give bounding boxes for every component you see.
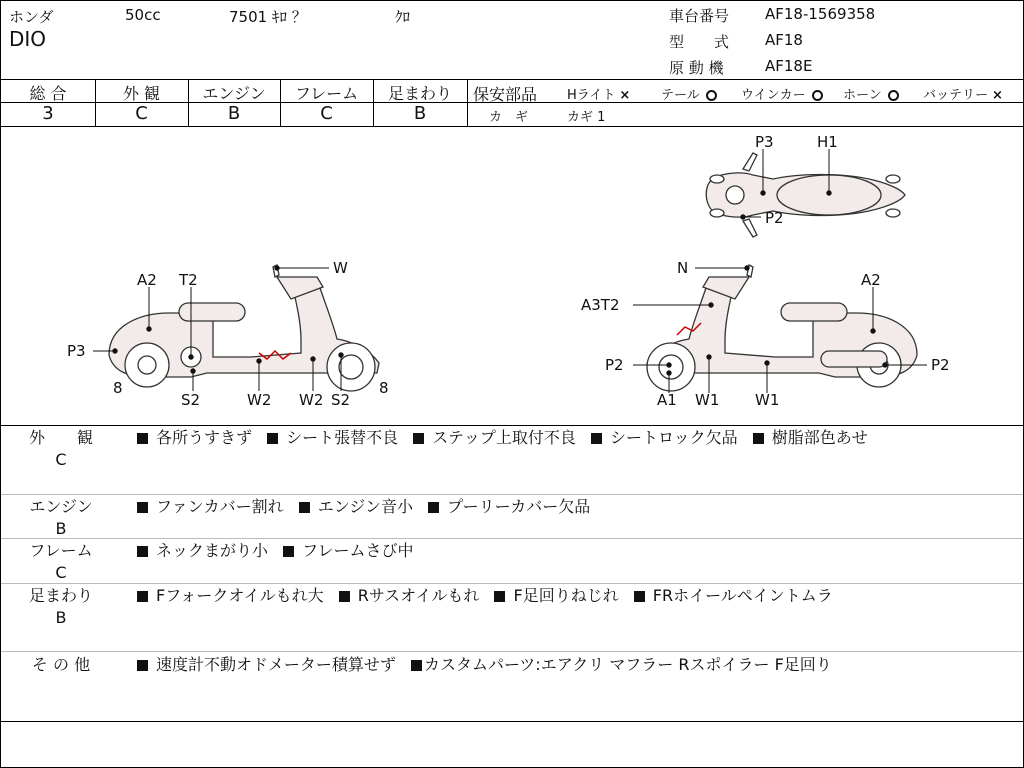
ok-mark-icon [812, 90, 823, 101]
bullet-icon [137, 433, 148, 444]
diagram-label: P2 [605, 356, 624, 374]
defect-item: ステップ上取付不良 [413, 428, 576, 447]
type-label: 型 式 [669, 33, 730, 51]
bullet-icon [591, 433, 602, 444]
diagram-label: 8 [379, 379, 389, 397]
defect-item: 樹脂部色あせ [753, 428, 868, 447]
diagram-label: W1 [695, 391, 720, 409]
bullet-icon [494, 591, 505, 602]
divider [1, 538, 1023, 539]
divider [1, 651, 1023, 652]
divider [1, 425, 1023, 426]
diagram-label: P2 [765, 209, 784, 227]
safety-item-tail: テール [661, 84, 717, 103]
key-value: カギ 1 [567, 110, 606, 125]
bullet-icon [299, 502, 310, 513]
grade-header-frame: フレーム [294, 84, 359, 103]
bullet-icon [411, 660, 422, 671]
grade-value-exterior: C [135, 103, 148, 124]
defect-item: カスタムパーツ:エアクリ マフラー Rスポイラー F足回り [411, 655, 832, 674]
safety-item-horn: ホーン [843, 84, 899, 103]
section-exterior [1, 427, 1023, 493]
divider [1, 79, 1023, 80]
displacement: 50cc [125, 6, 161, 24]
grade-value-frame: C [320, 103, 333, 124]
top-scooter-icon [706, 153, 905, 237]
diagram-label: N [677, 259, 689, 277]
section-label: フレーム [29, 541, 93, 560]
defect-item: プーリーカバー欠品 [428, 497, 590, 516]
diagram-label: A3T2 [581, 296, 620, 314]
grade-value-suspension: B [413, 103, 427, 124]
grade-header-overall: 総 合 [29, 84, 67, 103]
section-label: エンジン [29, 497, 93, 516]
defect-item: エンジン音小 [299, 497, 413, 516]
bullet-icon [339, 591, 350, 602]
divider [1, 494, 1023, 495]
section-engine [1, 496, 1023, 538]
diagram-label: H1 [817, 133, 838, 151]
defect-item: FRホイールペイントムラ [634, 586, 833, 605]
diagram-label: P3 [67, 342, 86, 360]
safety-item-battery: バッテリー × [923, 88, 1003, 103]
diagram-label: A2 [861, 271, 881, 289]
diagram-label: P2 [931, 356, 950, 374]
engine-type-label: 原 動 機 [669, 59, 724, 77]
diagram-label: 8 [113, 379, 123, 397]
defect-item: シート張替不良 [267, 428, 398, 447]
grade-header-exterior: 外 観 [122, 84, 161, 103]
bullet-icon [413, 433, 424, 444]
bullet-icon [137, 546, 148, 557]
section-grade: B [55, 608, 67, 627]
mileage: 7501 ｷﾛ ？ [229, 8, 307, 26]
bullet-icon [283, 546, 294, 557]
model-name: DIO [9, 27, 47, 51]
diagram-label: A1 [657, 391, 677, 409]
ok-mark-icon [706, 90, 717, 101]
section-label: 外 観 [28, 428, 93, 447]
divider [1, 583, 1023, 584]
bullet-icon [137, 591, 148, 602]
defect-item: ファンカバー割れ [137, 497, 284, 516]
section-grade: C [55, 563, 67, 582]
diagram-label: S2 [331, 391, 351, 409]
maker: ホンダ [9, 8, 54, 26]
defect-item: ネックまがり小 [137, 541, 268, 560]
defect-item: 速度計不動オドメーター積算せず [137, 655, 396, 674]
section-label: 足まわり [28, 586, 93, 605]
grade-value-overall: 3 [42, 103, 54, 124]
damage-diagram [1, 127, 1023, 425]
diagram-label: W2 [299, 391, 324, 409]
bullet-icon [137, 660, 148, 671]
ok-mark-icon [888, 90, 899, 101]
section-grade: C [55, 450, 67, 469]
section-frame [1, 540, 1023, 582]
section-label: そ の 他 [31, 655, 91, 674]
bullet-icon [137, 502, 148, 513]
section-grade: B [55, 519, 67, 538]
diagram-label: W1 [755, 391, 780, 409]
frame-number-value: AF18-1569358 [765, 5, 876, 23]
defect-item: Rサスオイルもれ [339, 586, 480, 605]
diagram-label: S2 [181, 391, 201, 409]
type-value: AF18 [765, 31, 803, 49]
safety-parts-label: 保安部品 [473, 85, 538, 104]
defect-item: F足回りねじれ [494, 586, 618, 605]
diagram-label: W [333, 259, 348, 277]
engine-type-value: AF18E [765, 57, 813, 75]
color: ｸﾛ [395, 8, 411, 26]
defect-item: シートロック欠品 [591, 428, 738, 447]
divider [1, 721, 1023, 722]
diagram-label: T2 [179, 271, 198, 289]
defect-item: フレームさび中 [283, 541, 413, 560]
diagram-label: W2 [247, 391, 272, 409]
diagram-label: A2 [137, 271, 157, 289]
bullet-icon [753, 433, 764, 444]
diagram-label: P3 [755, 133, 774, 151]
defect-item: 各所うすきず [137, 428, 252, 447]
safety-item-headlight: Hライト × [567, 88, 631, 103]
frame-number-label: 車台番号 [669, 7, 730, 25]
safety-item-winker: ウインカー [741, 84, 823, 103]
key-label: カ ギ [489, 110, 529, 125]
section-suspension [1, 585, 1023, 649]
divider [467, 79, 468, 126]
grade-value-engine: B [227, 103, 241, 124]
grade-header-suspension: 足まわり [387, 84, 452, 103]
bullet-icon [428, 502, 439, 513]
bullet-icon [634, 591, 645, 602]
section-other [1, 654, 1023, 720]
defect-item: Fフォークオイルもれ大 [137, 586, 324, 605]
grade-header-engine: エンジン [202, 84, 266, 103]
bullet-icon [267, 433, 278, 444]
